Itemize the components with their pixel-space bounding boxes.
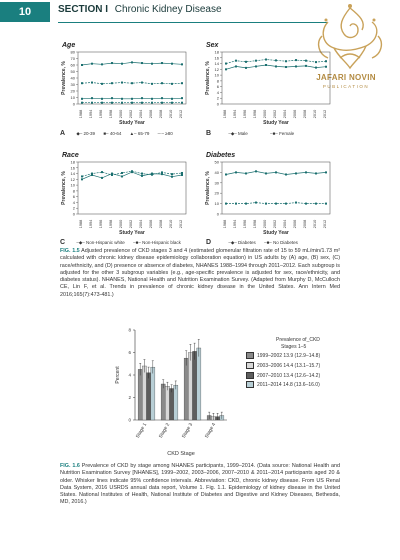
x-tick-label: 2008 — [303, 219, 307, 229]
bar — [142, 366, 146, 420]
y-tick-label: 10 — [214, 201, 219, 207]
y-tick-label: 0 — [128, 417, 131, 423]
panel-letter-a: A — [60, 130, 66, 137]
x-tick-label: Stage 3 — [181, 422, 195, 440]
x-tick-label: 2000 — [263, 109, 267, 119]
x-tick-label: 2000 — [119, 109, 123, 119]
x-tick-label: 2004 — [283, 219, 287, 229]
bar — [170, 389, 174, 421]
y-tick-label: 6 — [72, 194, 75, 200]
y-tick-label: 12 — [70, 176, 75, 182]
x-tick-label: Stage 1 — [135, 422, 149, 440]
x-tick-label: 2004 — [139, 109, 143, 119]
y-tick-label: 8 — [128, 327, 131, 333]
y-tick-label: 0 — [72, 101, 75, 107]
caption-label: FIG. 1.6 — [60, 463, 80, 469]
y-tick-label: 70 — [70, 56, 75, 61]
y-tick-label: 12 — [214, 66, 219, 72]
y-tick-label: 2 — [72, 205, 75, 211]
legend-item: ◆– 20-39 — [76, 131, 96, 136]
legend-item: –■– No Diabetes — [264, 240, 298, 245]
bar-legend-item: 2007–2010 13.4 (12.6–14.2) — [246, 372, 320, 379]
panel-title-sex: Sex — [206, 42, 219, 49]
y-tick-label: 6 — [216, 84, 219, 90]
section-label: SECTION I — [58, 4, 109, 15]
y-tick-label: 16 — [214, 55, 219, 61]
y-tick-label: 50 — [214, 159, 219, 165]
panel-letter-c: C — [60, 239, 66, 246]
x-axis-label: Study Year — [263, 230, 289, 236]
y-tick-label: 4 — [216, 89, 219, 95]
x-tick-label: 1994 — [89, 109, 93, 119]
x-tick-label: 1998 — [253, 109, 257, 119]
panel-letter-d: D — [206, 239, 212, 246]
bar — [197, 348, 201, 420]
bar — [138, 369, 142, 420]
y-tick-label: 0 — [216, 101, 219, 107]
y-tick-label: 10 — [70, 95, 75, 100]
legend-item: –◆– Non-Hispanic white — [76, 240, 125, 245]
x-tick-label: 2012 — [179, 219, 183, 229]
x-tick-label: 1996 — [99, 109, 103, 119]
caption-text: Adjusted prevalence of CKD stages 3 and 4 (estimated glomerular filtration rate of 15 to 59 mL/min/1.73 m² calculated with chronic kidney disease epidemiology collaboration equation) in US adults by (A) age, (B) sex, (C) race/ethnicity, and (D) presence or absence of diabetes, NHANES 1988–1994 through 2011–2012. Each subgroup is adjusted for the other 3 subgroup variables (e.g., age-specific prevalence is adjusted for sex, race/ethnicity, and diabetes status). NHANES, National Health and Nutrition Examination Survey. (Adapted from Murphy D, McCulloch CE, Lin F, et al. Trends in prevalence of chronic kidney disease in the United States. Ann Intern Med 2016;165(7):473-481.) — [60, 248, 340, 298]
page-number: 10 — [0, 2, 50, 22]
panel-title-age: Age — [62, 42, 76, 49]
legend-item: ■– 40-64 — [103, 131, 122, 136]
x-tick-label: Stage 2 — [158, 422, 172, 440]
y-tick-label: 6 — [128, 350, 131, 355]
x-tick-label: 1996 — [243, 219, 247, 229]
x-tick-label: 2012 — [323, 219, 327, 229]
y-tick-label: 4 — [128, 372, 131, 378]
y-axis-label: Percent — [115, 366, 121, 384]
y-tick-label: 60 — [70, 62, 75, 68]
y-tick-label: 0 — [216, 211, 219, 217]
x-tick-label: 1998 — [253, 219, 257, 229]
y-tick-label: 20 — [214, 190, 219, 196]
x-tick-label: 2000 — [263, 219, 267, 229]
x-tick-label: 2006 — [149, 219, 153, 229]
panel-letter-b: B — [206, 130, 212, 137]
x-tick-label: 2004 — [139, 219, 143, 229]
x-tick-label: 2010 — [169, 219, 173, 229]
x-tick-label: 2002 — [129, 219, 133, 229]
x-tick-label: 2012 — [323, 109, 327, 119]
y-tick-label: 8 — [216, 78, 219, 84]
bar-legend-item: 2003–2006 14.4 (13.1–15.7) — [246, 362, 320, 369]
logo-sub: PUBLICATION — [322, 84, 370, 89]
x-tick-label: 1988 — [79, 219, 83, 229]
caption-label: FIG. 1.5 — [60, 248, 80, 254]
x-axis-label: CKD Stage — [167, 451, 195, 457]
y-tick-label: 10 — [70, 182, 75, 188]
x-tick-label: 2012 — [179, 109, 183, 119]
y-axis-label: Prevalence, % — [205, 61, 211, 95]
x-tick-label: 1988 — [79, 109, 83, 119]
y-tick-label: 30 — [214, 180, 219, 186]
x-tick-label: 1988 — [223, 109, 227, 119]
panel-title-race: Race — [62, 152, 79, 159]
bar — [184, 358, 188, 420]
y-tick-label: 2 — [216, 95, 219, 101]
caption-text: Prevalence of CKD by stage among NHANES participants, 1999–2014. (Data source: National Health and Nutrition Examination Survey [NHANES], 1999–2002, 2003–2006, 2007–2010 & 2011–2014 participants aged 20 & older. Whisker lines indicate 95% confidence intervals. Abbreviation: CKD, chronic kidney disease. From US Renal Data System, 2016 USRDS annual data report, Volume 1. Fig. 1.1. Epidemiology of kidney disease in the United States. National Institutes of Health, National Institute of Diabetes and Digestive and Kidney Diseases, Bethesda, MD, 2016.) — [60, 463, 340, 506]
bar-legend-item: 1999–2002 13.9 (12.9–14.8) — [246, 352, 320, 359]
legend-item: ▲– 65-79 — [129, 131, 150, 136]
bar — [193, 351, 197, 420]
bar — [165, 386, 169, 420]
y-tick-label: 8 — [72, 188, 75, 194]
bar-legend-item: 2011–2014 14.8 (13.6–16.0) — [246, 381, 320, 388]
bar — [161, 384, 165, 420]
x-tick-label: 1994 — [233, 109, 237, 119]
bar — [151, 367, 155, 420]
y-tick-label: 16 — [70, 165, 75, 171]
y-tick-label: 0 — [72, 211, 75, 217]
section-title: Chronic Kidney Disease — [114, 4, 222, 15]
legend-item: –◆– Diabetes — [228, 240, 256, 245]
x-axis-label: Study Year — [119, 230, 145, 236]
y-tick-label: 80 — [70, 49, 75, 55]
x-tick-label: 2002 — [129, 109, 133, 119]
y-axis-label: Prevalence, % — [205, 171, 211, 205]
x-tick-label: 2006 — [293, 109, 297, 119]
x-tick-label: 2000 — [119, 219, 123, 229]
bar — [188, 353, 192, 421]
x-tick-label: 2008 — [303, 109, 307, 119]
bar — [147, 373, 151, 420]
bar-legend-subtitle: Stages 1–5 — [281, 343, 307, 350]
x-tick-label: 2002 — [273, 109, 277, 119]
x-tick-label: 2008 — [159, 219, 163, 229]
legend-item: –◆– Male — [228, 131, 248, 136]
legend-item: –■– Non-Hispanic black — [133, 240, 181, 245]
x-tick-label: 2002 — [273, 219, 277, 229]
x-tick-label: 1998 — [109, 109, 113, 119]
x-tick-label: Stage 4 — [204, 422, 218, 440]
bar-legend — [246, 337, 320, 389]
x-tick-label: 1996 — [243, 109, 247, 119]
x-tick-label: 2006 — [149, 109, 153, 119]
x-tick-label: 1998 — [109, 219, 113, 229]
logo-name: JAFARI NOVIN — [316, 73, 376, 82]
y-tick-label: 4 — [72, 199, 75, 205]
x-tick-label: 1988 — [223, 219, 227, 229]
x-tick-label: 2004 — [283, 109, 287, 119]
x-tick-label: 1994 — [89, 219, 93, 229]
x-axis-label: Study Year — [119, 120, 145, 126]
x-tick-label: 2010 — [169, 109, 173, 119]
y-tick-label: 20 — [70, 88, 75, 94]
y-tick-label: 10 — [214, 72, 219, 78]
y-axis-label: Prevalence, % — [61, 61, 67, 95]
y-axis-label: Prevalence, % — [61, 171, 67, 205]
x-tick-label: 1996 — [99, 219, 103, 229]
y-tick-label: 18 — [214, 49, 219, 55]
x-tick-label: 2010 — [313, 219, 317, 229]
legend-item: –■– Female — [270, 131, 295, 136]
x-axis-label: Study Year — [263, 120, 289, 126]
y-tick-label: 14 — [70, 171, 75, 177]
x-tick-label: 2008 — [159, 109, 163, 119]
x-tick-label: 2010 — [313, 109, 317, 119]
legend-item: –⋅– ≥80 — [157, 131, 173, 136]
x-tick-label: 2006 — [293, 219, 297, 229]
y-tick-label: 14 — [214, 61, 219, 67]
y-tick-label: 50 — [70, 69, 75, 74]
y-tick-label: 40 — [70, 75, 75, 81]
y-tick-label: 40 — [214, 169, 219, 175]
panel-title-diabetes: Diabetes — [206, 152, 236, 159]
bar — [174, 385, 178, 420]
y-tick-label: 2 — [128, 395, 131, 400]
y-tick-label: 30 — [70, 82, 75, 87]
figure-1-6-caption — [60, 463, 340, 507]
x-tick-label: 1994 — [233, 219, 237, 229]
bar-legend-title: Prevalence of_CKD — [276, 337, 320, 343]
y-tick-label: 18 — [70, 159, 75, 165]
